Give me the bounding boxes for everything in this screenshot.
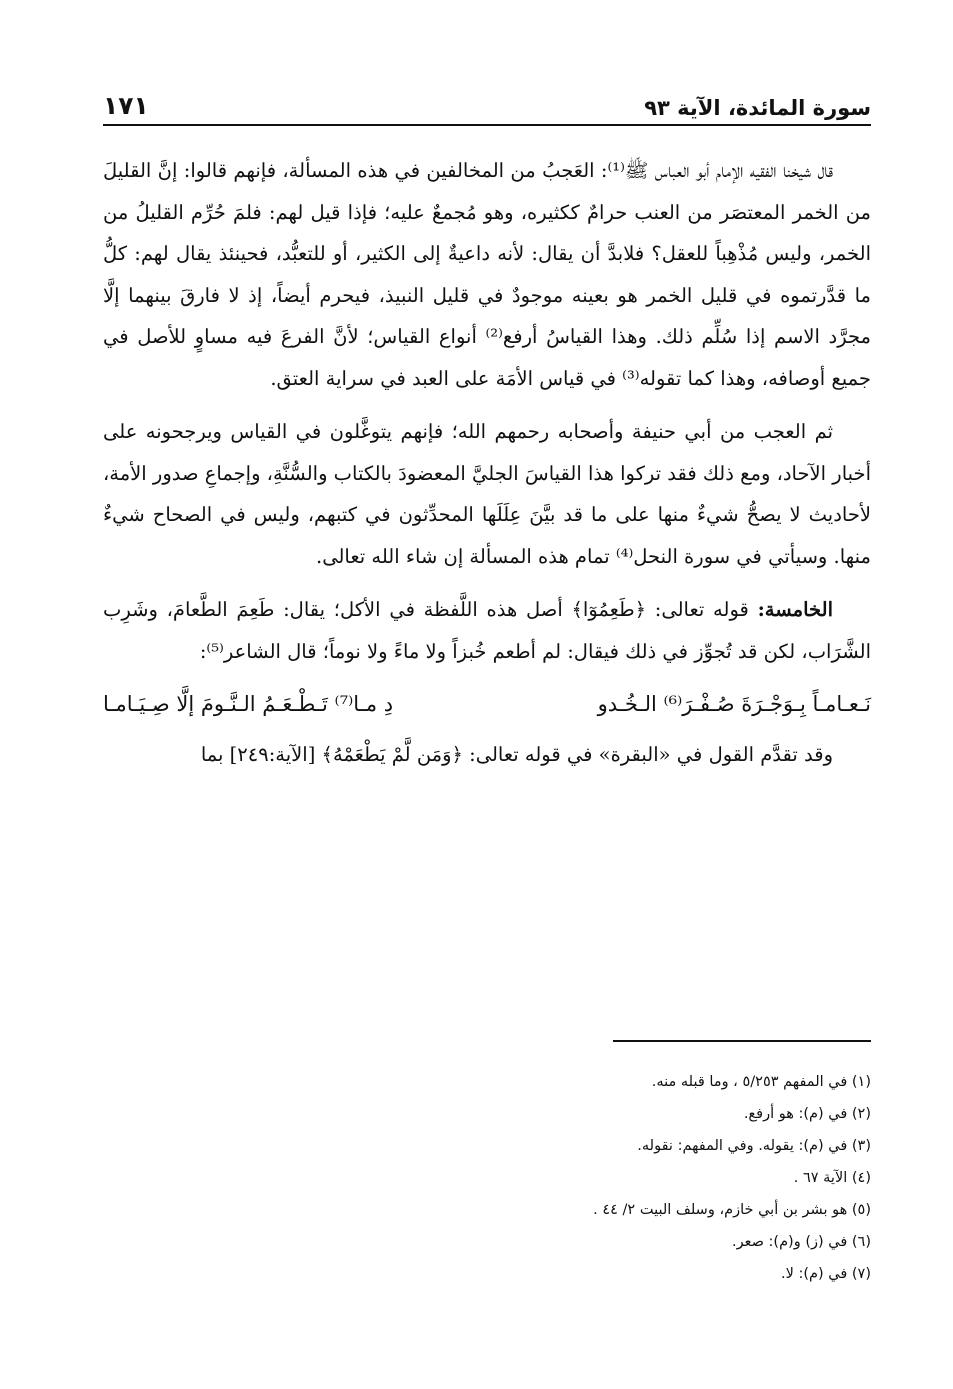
poetry-verse — [103, 684, 871, 726]
verse-first-hemistich: نَـعـامـاً بِـوَجْـرَةَ صُـفْـرَ⁽⁶⁾ الـخُـدو — [597, 692, 871, 716]
verse-second-hemistich: دِ مـا⁽⁷⁾ تَـطْـعَـمُ الـنَّـومَ إلَّا صِـيَـامـا — [103, 692, 394, 716]
footnote-5: (٥) هو بشر بن أبي خازم، وسلف البيت ٢/ ٤٤ . — [593, 1202, 871, 1218]
page-header — [103, 78, 871, 126]
section-heading: الخامسة: — [757, 598, 833, 621]
footnote-1: (١) في المفهم ٥/٢٥٣ ، وما قبله منه. — [651, 1074, 871, 1090]
running-title: سورة المائدة، الآية ٩٣ — [644, 96, 871, 120]
footnote-separator — [613, 1040, 871, 1042]
paragraph-1: قال شيخنا الفقيه الإمام أبو العباس ﷺ⁽¹⁾: العَجبُ من المخالفين في هذه المسألة، فإنهم قالوا: إنَّ القليلَ من الخمر المعتصَر من العنب حرامٌ ككثيره، وهو مُجمعٌ عليه؛ فإذا قيل لهم: فلمَ حُرِّم القليلُ من الخمر، وليس مُذْهِباً للعقل؟ فلابدَّ أن يقال: لأنه داعيةٌ إلى الكثير، أو للتعبُّد، فحينئذ يقال لهم: كلُّ ما قدَّرتموه في قليل الخمر هو بعينه موجودٌ في قليل النبيذ، فيحرم أيضاً، إذ لا فارقَ بينهما إلَّا مجرَّد الاسم إذا سُلِّم ذلك. وهذا القياسُ أرفع⁽²⁾ أنواع القياس؛ لأنَّ الفرعَ فيه مساوٍ للأصل في جميع أوصافه، وهذا كما تقوله⁽³⁾ في قياس الأمَة على العبد في سراية العتق. — [103, 159, 871, 390]
footnote-7: (٧) في (م): لا. — [780, 1266, 871, 1282]
main-text — [103, 150, 871, 787]
paragraph-3-text: قوله تعالى: ﴿طَعِمُوٓا﴾ أصل هذه اللَّفظة في الأكل؛ يقال: طَعِمَ الطَّعامَ، وشَرِب الشَّرَاب، لكن قد تُجوِّز في ذلك فيقال: لم أطعم خُبزاً ولا ماءً ولا نوماً؛ قال الشاعر⁽⁵⁾: — [103, 598, 871, 663]
footnote-2: (٢) في (م): هو أرفع. — [743, 1106, 871, 1122]
footnotes — [300, 1066, 871, 1290]
footnote-3: (٣) في (م): يقوله. وفي المفهم: نقوله. — [637, 1138, 871, 1154]
paragraph-2: ثم العجب من أبي حنيفة وأصحابه رحمهم الله؛ فإنهم يتوغَّلون في القياس ويرجحونه على أخبار الآحاد، ومع ذلك فقد تركوا هذا القياسَ الجليَّ المعضودَ بالكتاب والسُّنَّةِ، وإجماعِ صدور الأمة، لأحاديث لا يصحُّ شيءٌ منها على ما قد بيَّنَ عِلَلَها المحدِّثون في كتبهم، وليس في الصحاح شيءٌ منها. وسيأتي في سورة النحل⁽⁴⁾ تمام هذه المسألة إن شاء الله تعالى. — [102, 420, 871, 568]
paragraph-3 — [103, 589, 871, 672]
page-number: ١٧١ — [103, 91, 149, 120]
footnote-6: (٦) في (ز) و(م): صعر. — [732, 1234, 871, 1250]
footnote-4: (٤) الآية ٦٧ . — [793, 1170, 871, 1186]
paragraph-4: وقد تقدَّم القول في «البقرة» في قوله تعالى: ﴿وَمَن لَّمْ يَطْعَمْهُ﴾ [الآية:٢٤٩] بما — [200, 742, 833, 766]
